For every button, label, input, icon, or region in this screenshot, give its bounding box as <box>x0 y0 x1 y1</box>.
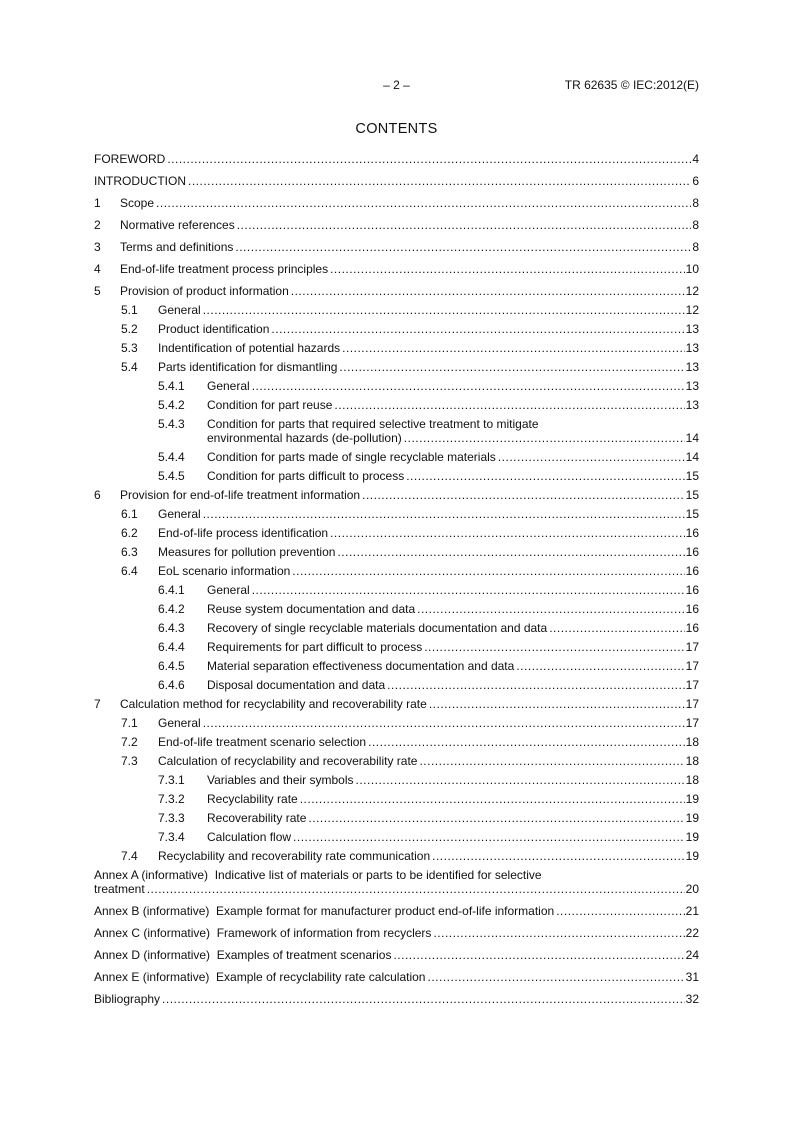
toc-number: 6.2 <box>121 526 138 540</box>
toc-page-number: 16 <box>685 564 699 578</box>
dot-leader <box>334 398 684 412</box>
toc-entry[interactable] <box>94 398 699 412</box>
toc-entry[interactable] <box>94 218 699 232</box>
toc-number: 5.4.1 <box>158 379 185 393</box>
toc-page-number: 10 <box>685 262 699 276</box>
toc-entry[interactable] <box>94 322 699 336</box>
toc-label: General <box>158 507 201 521</box>
dot-leader <box>235 240 691 254</box>
dot-leader <box>419 754 684 768</box>
toc-number: 6.4 <box>121 564 138 578</box>
toc-number: 6 <box>94 488 101 502</box>
toc-number: 1 <box>94 196 101 210</box>
dot-leader <box>147 882 685 896</box>
toc-label: Condition for part reuse <box>207 398 333 412</box>
toc-number: 5.4 <box>121 360 138 374</box>
toc-label: EoL scenario information <box>158 564 291 578</box>
contents-title: CONTENTS <box>355 121 438 137</box>
dot-leader <box>339 360 684 374</box>
toc-entry[interactable] <box>94 240 699 254</box>
toc-page-number: 14 <box>685 431 699 445</box>
dot-leader <box>203 303 685 317</box>
toc-page-number: 13 <box>685 322 699 336</box>
toc-label: Normative references <box>120 218 235 232</box>
toc-entry[interactable] <box>94 830 699 844</box>
toc-entry[interactable] <box>94 488 699 502</box>
toc-number: 6.4.4 <box>158 640 185 654</box>
dot-leader <box>330 262 685 276</box>
toc-page-number: 17 <box>685 678 699 692</box>
dot-leader <box>429 697 685 711</box>
toc-entry[interactable] <box>94 152 699 166</box>
toc-page-number: 17 <box>685 640 699 654</box>
dot-leader <box>271 322 684 336</box>
toc-page-number: 22 <box>685 926 699 940</box>
toc-label: General <box>207 583 250 597</box>
toc-entry[interactable] <box>94 716 699 730</box>
toc-page-number: 18 <box>685 773 699 787</box>
toc-entry[interactable] <box>94 341 699 355</box>
toc-label: Reuse system documentation and data <box>207 602 416 616</box>
toc-page-number: 19 <box>685 792 699 806</box>
toc-label: Annex E (informative) Example of recyclability rate calculation <box>94 970 426 984</box>
toc-label: Material separation effectiveness documentation and data <box>207 659 515 673</box>
toc-number: 6.4.5 <box>158 659 185 673</box>
toc-number: 3 <box>94 240 101 254</box>
table-of-contents <box>94 152 699 1006</box>
toc-label: General <box>158 716 201 730</box>
toc-entry[interactable] <box>94 992 699 1006</box>
toc-page-number: 15 <box>685 507 699 521</box>
dot-leader <box>404 431 685 445</box>
dot-leader <box>417 602 685 616</box>
dot-leader <box>162 992 685 1006</box>
toc-entry[interactable] <box>94 379 699 393</box>
toc-entry[interactable] <box>94 678 699 692</box>
dot-leader <box>556 904 684 918</box>
toc-entry[interactable] <box>94 417 699 445</box>
toc-entry[interactable] <box>94 360 699 374</box>
toc-page-number: 8 <box>692 218 699 232</box>
toc-label: Bibliography <box>94 992 161 1006</box>
toc-entry[interactable] <box>94 196 699 210</box>
toc-page-number: 15 <box>685 469 699 483</box>
toc-entry[interactable] <box>94 811 699 825</box>
dot-leader <box>293 830 685 844</box>
toc-number: 5.4.5 <box>158 469 185 483</box>
toc-label: Recyclability and recoverability rate communication <box>158 849 431 863</box>
toc-number: 6.1 <box>121 507 138 521</box>
toc-page-number: 18 <box>685 754 699 768</box>
toc-page-number: 13 <box>685 360 699 374</box>
toc-number: 7.1 <box>121 716 138 730</box>
toc-page-number: 13 <box>685 398 699 412</box>
toc-label: Measures for pollution prevention <box>158 545 336 559</box>
toc-entry[interactable] <box>94 849 699 863</box>
dot-leader <box>432 849 685 863</box>
dot-leader <box>427 970 684 984</box>
dot-leader <box>203 716 685 730</box>
toc-entry[interactable] <box>94 174 699 188</box>
dot-leader <box>237 218 692 232</box>
toc-page-number: 20 <box>685 882 699 896</box>
dot-leader <box>156 196 691 210</box>
toc-label: Annex D (informative) Examples of treatment scenarios <box>94 948 392 962</box>
toc-entry[interactable] <box>94 450 699 464</box>
toc-page-number: 21 <box>685 904 699 918</box>
toc-entry[interactable] <box>94 640 699 654</box>
toc-page-number: 6 <box>692 174 699 188</box>
toc-label: Condition for parts made of single recyclable materials <box>207 450 496 464</box>
toc-label: Condition for parts difficult to process <box>207 469 405 483</box>
toc-label: Disposal documentation and data <box>207 678 386 692</box>
dot-leader <box>406 469 684 483</box>
toc-label: Recovery of single recyclable materials documentation and data <box>207 621 548 635</box>
toc-label: Calculation method for recyclability and recoverability rate <box>120 697 427 711</box>
toc-entry[interactable] <box>94 303 699 317</box>
dot-leader <box>300 792 685 806</box>
toc-number: 7.3.1 <box>158 773 185 787</box>
toc-entry[interactable] <box>94 697 699 711</box>
toc-label-line1: Condition for parts that required selective treatment to mitigate <box>207 417 539 431</box>
dot-leader <box>368 735 685 749</box>
toc-entry[interactable] <box>94 621 699 635</box>
toc-page-number: 19 <box>685 830 699 844</box>
toc-label: Provision for end-of-life treatment information <box>120 488 361 502</box>
dot-leader <box>387 678 685 692</box>
toc-page-number: 15 <box>685 488 699 502</box>
toc-number: 6.4.1 <box>158 583 185 597</box>
toc-number: 5 <box>94 284 101 298</box>
toc-label: Variables and their symbols <box>207 773 354 787</box>
toc-entry[interactable] <box>94 545 699 559</box>
toc-number: 5.2 <box>121 322 138 336</box>
toc-number: 7.3.3 <box>158 811 185 825</box>
toc-page-number: 19 <box>685 849 699 863</box>
toc-entry[interactable] <box>94 284 699 298</box>
toc-entry[interactable] <box>94 262 699 276</box>
toc-entry[interactable] <box>94 526 699 540</box>
toc-page-number: 17 <box>685 697 699 711</box>
toc-number: 5.4.3 <box>158 417 185 431</box>
toc-label: Recoverability rate <box>207 811 307 825</box>
toc-page-number: 18 <box>685 735 699 749</box>
toc-number: 6.4.6 <box>158 678 185 692</box>
toc-label: Annex C (informative) Framework of information from recyclers <box>94 926 432 940</box>
toc-page-number: 13 <box>685 341 699 355</box>
toc-label: Calculation of recyclability and recoverability rate <box>158 754 418 768</box>
document-reference: TR 62635 © IEC:2012(E) <box>564 78 699 92</box>
toc-page-number: 16 <box>685 545 699 559</box>
toc-number: 5.4.2 <box>158 398 185 412</box>
toc-page-number: 12 <box>685 284 699 298</box>
dot-leader <box>291 284 685 298</box>
toc-page-number: 12 <box>685 303 699 317</box>
toc-page-number: 16 <box>685 602 699 616</box>
dot-leader <box>356 773 685 787</box>
toc-number: 7.3.4 <box>158 830 185 844</box>
toc-page-number: 32 <box>685 992 699 1006</box>
toc-label: Scope <box>120 196 155 210</box>
dot-leader <box>393 948 684 962</box>
toc-page-number: 31 <box>685 970 699 984</box>
toc-number: 7.3 <box>121 754 138 768</box>
dot-leader <box>342 341 685 355</box>
toc-entry[interactable] <box>94 507 699 521</box>
toc-entry[interactable] <box>94 469 699 483</box>
dot-leader <box>167 152 691 166</box>
toc-label: Requirements for part difficult to process <box>207 640 423 654</box>
toc-label: Terms and definitions <box>120 240 234 254</box>
toc-label: End-of-life process identification <box>158 526 329 540</box>
toc-label: End-of-life treatment process principles <box>120 262 329 276</box>
toc-entry[interactable] <box>94 792 699 806</box>
toc-page-number: 4 <box>692 152 699 166</box>
toc-number: 7.3.2 <box>158 792 185 806</box>
toc-entry[interactable] <box>94 948 699 962</box>
toc-label: Provision of product information <box>120 284 289 298</box>
toc-page-number: 16 <box>685 621 699 635</box>
dot-leader <box>516 659 684 673</box>
toc-label: General <box>207 379 250 393</box>
toc-entry[interactable] <box>94 735 699 749</box>
dot-leader <box>433 926 684 940</box>
dot-leader <box>424 640 684 654</box>
toc-page-number: 13 <box>685 379 699 393</box>
dot-leader <box>549 621 684 635</box>
toc-number: 5.4.4 <box>158 450 185 464</box>
page-header <box>94 78 699 94</box>
toc-page-number: 16 <box>685 583 699 597</box>
toc-number: 2 <box>94 218 101 232</box>
toc-entry[interactable] <box>94 904 699 918</box>
toc-number: 6.4.2 <box>158 602 185 616</box>
dot-leader <box>337 545 684 559</box>
toc-label: Product identification <box>158 322 270 336</box>
toc-page-number: 8 <box>692 240 699 254</box>
toc-number: 5.3 <box>121 341 138 355</box>
toc-page-number: 8 <box>692 196 699 210</box>
toc-number: 7.2 <box>121 735 138 749</box>
toc-number: 7 <box>94 697 101 711</box>
toc-label: Parts identification for dismantling <box>158 360 338 374</box>
toc-number: 6.3 <box>121 545 138 559</box>
toc-label: INTRODUCTION <box>94 174 186 188</box>
toc-label: Calculation flow <box>207 830 292 844</box>
toc-page-number: 19 <box>685 811 699 825</box>
toc-entry[interactable] <box>94 773 699 787</box>
dot-leader <box>498 450 685 464</box>
toc-entry[interactable] <box>94 659 699 673</box>
toc-page-number: 17 <box>685 659 699 673</box>
dot-leader <box>252 583 685 597</box>
dot-leader <box>330 526 685 540</box>
page-number: – 2 – <box>383 78 410 92</box>
dot-leader <box>308 811 684 825</box>
toc-entry[interactable] <box>94 754 699 768</box>
toc-entry[interactable] <box>94 602 699 616</box>
toc-label: General <box>158 303 201 317</box>
toc-page-number: 24 <box>685 948 699 962</box>
toc-number: 4 <box>94 262 101 276</box>
toc-entry[interactable] <box>94 970 699 984</box>
toc-label: treatment <box>94 882 145 896</box>
toc-entry[interactable] <box>94 868 699 896</box>
toc-number: 6.4.3 <box>158 621 185 635</box>
dot-leader <box>362 488 685 502</box>
toc-page-number: 14 <box>685 450 699 464</box>
toc-page-number: 16 <box>685 526 699 540</box>
toc-entry[interactable] <box>94 564 699 578</box>
toc-entry[interactable] <box>94 926 699 940</box>
toc-label: FOREWORD <box>94 152 166 166</box>
toc-label: End-of-life treatment scenario selection <box>158 735 367 749</box>
toc-label-line1: Annex A (informative) Indicative list of materials or parts to be identified for selective <box>94 868 542 882</box>
toc-number: 5.1 <box>121 303 138 317</box>
dot-leader <box>292 564 684 578</box>
toc-label: Annex B (informative) Example format for manufacturer product end-of-life information <box>94 904 555 918</box>
dot-leader <box>203 507 685 521</box>
toc-entry[interactable] <box>94 583 699 597</box>
toc-number: 7.4 <box>121 849 138 863</box>
toc-label: Recyclability rate <box>207 792 298 806</box>
toc-label: Indentification of potential hazards <box>158 341 341 355</box>
toc-page-number: 17 <box>685 716 699 730</box>
dot-leader <box>252 379 685 393</box>
toc-label: environmental hazards (de-pollution) <box>207 431 402 445</box>
dot-leader <box>188 174 691 188</box>
